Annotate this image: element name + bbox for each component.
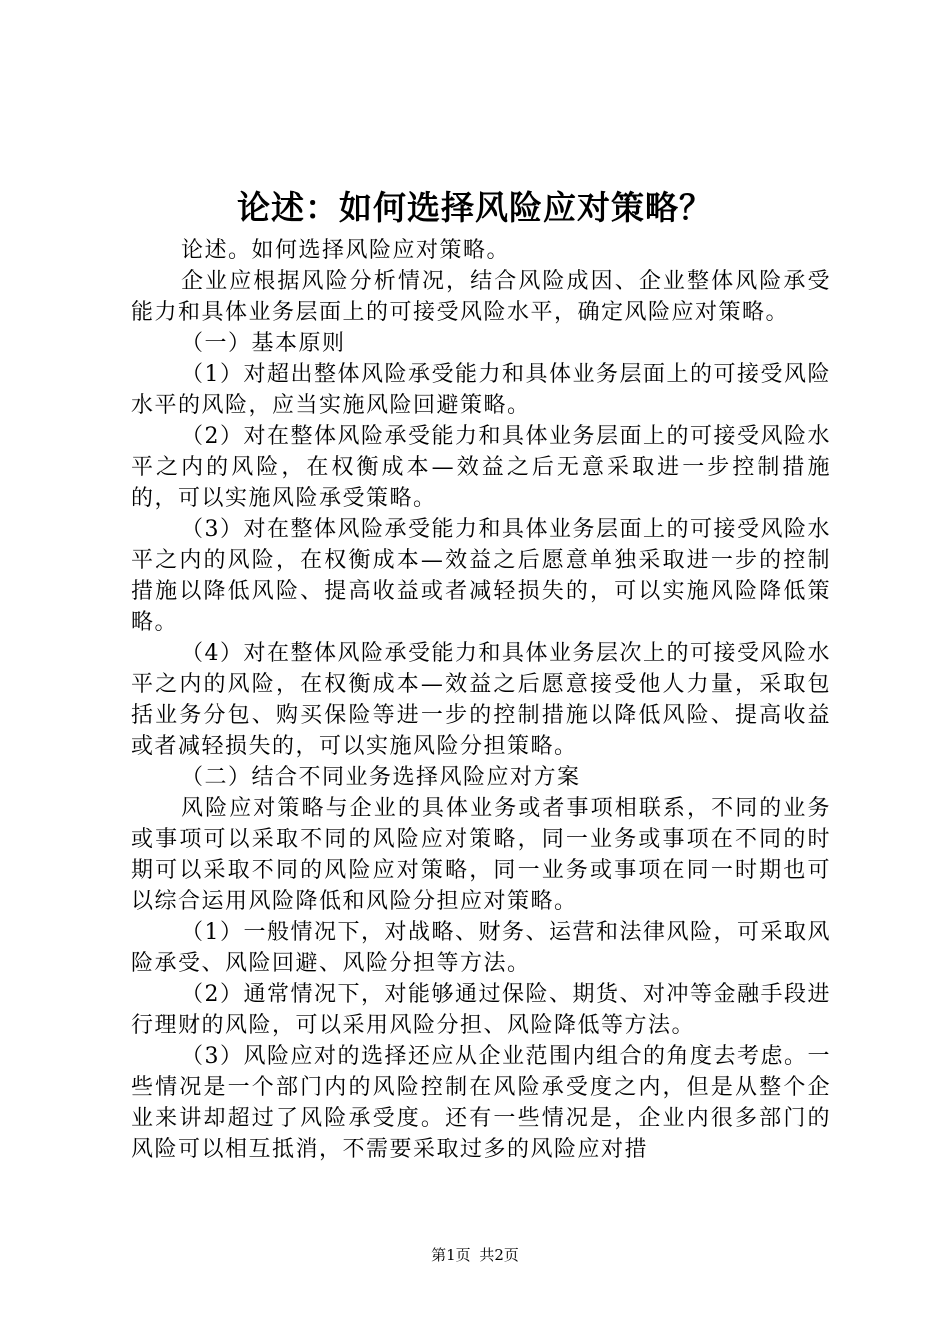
paragraph: （1）对超出整体风险承受能力和具体业务层面上的可接受风险水平的风险，应当实施风险回避策略。: [131, 362, 831, 418]
document-title: 论述：如何选择风险应对策略？: [237, 188, 713, 227]
paragraph: （2）通常情况下，对能够通过保险、期货、对冲等金融手段进行理财的风险，可以采用风险分担、风险降低等方法。: [131, 982, 831, 1038]
paragraph: （1）一般情况下，对战略、财务、运营和法律风险，可采取风险承受、风险回避、风险分担等方法。: [131, 920, 831, 976]
paragraph: （3）对在整体风险承受能力和具体业务层面上的可接受风险水平之内的风险，在权衡成本—效益之后愿意单独采取进一步的控制措施以降低风险、提高收益或者减轻损失的，可以实施风险降低策略。: [131, 517, 831, 635]
paragraph: 论述。如何选择风险应对策略。: [181, 238, 511, 263]
page-total: 共2页: [479, 1246, 519, 1264]
page-number: 第1页: [431, 1246, 471, 1264]
paragraph: （2）对在整体风险承受能力和具体业务层面上的可接受风险水平之内的风险，在权衡成本—效益之后无意采取进一步控制措施的，可以实施风险承受策略。: [131, 424, 831, 511]
paragraph: （一）基本原则: [181, 331, 346, 356]
document-body: [131, 235, 831, 1165]
paragraph: （3）风险应对的选择还应从企业范围内组合的角度去考虑。一些情况是一个部门内的风险控制在风险承受度之内，但是从整个企业来讲却超过了风险承受度。还有一些情况是，企业内很多部门的风险可以相互抵消，不需要采取过多的风险应对措: [131, 1044, 831, 1162]
paragraph: 企业应根据风险分析情况，结合风险成因、企业整体风险承受能力和具体业务层面上的可接受风险水平，确定风险应对策略。: [131, 269, 831, 325]
paragraph: （二）结合不同业务选择风险应对方案: [181, 765, 581, 790]
paragraph: 风险应对策略与企业的具体业务或者事项相联系，不同的业务或事项可以采取不同的风险应对策略，同一业务或事项在不同的时期可以采取不同的风险应对策略，同一业务或事项在同一时期也可以综合运用风险降低和风险分担应对策略。: [131, 796, 831, 914]
page-footer: [0, 1244, 950, 1265]
paragraph: （4）对在整体风险承受能力和具体业务层次上的可接受风险水平之内的风险，在权衡成本—效益之后愿意接受他人力量，采取包括业务分包、购买保险等进一步的控制措施以降低风险、提高收益或者减轻损失的，可以实施风险分担策略。: [131, 641, 831, 759]
